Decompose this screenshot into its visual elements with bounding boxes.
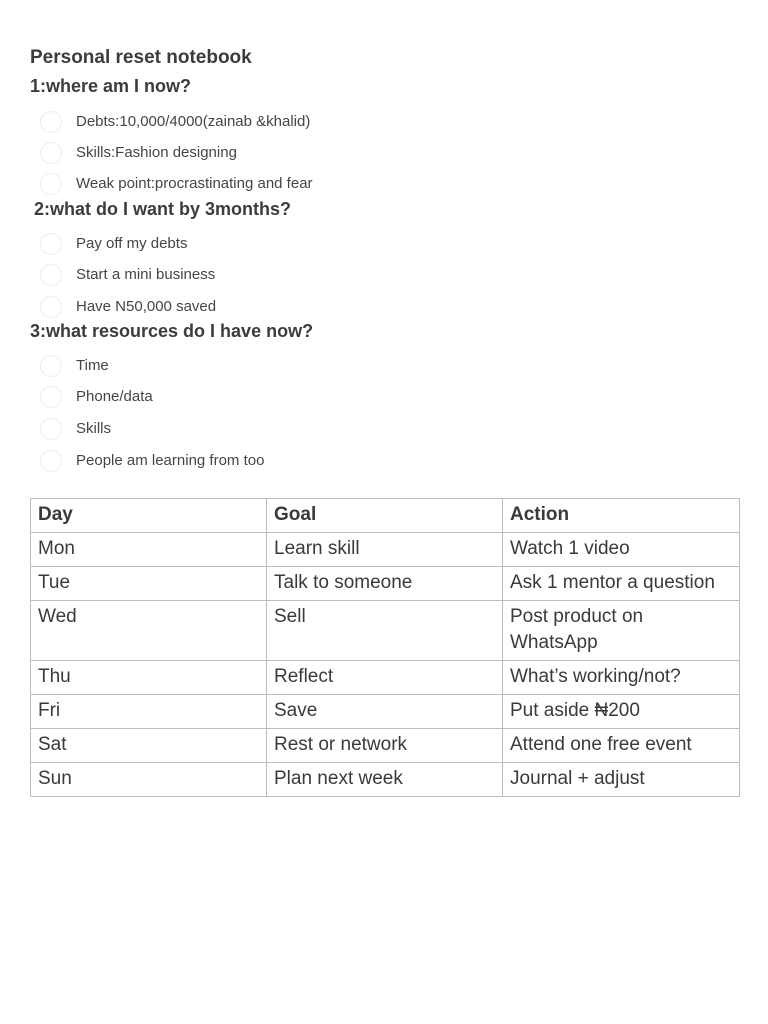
table-cell-goal[interactable]: Save (267, 695, 503, 729)
table-cell-action[interactable]: Journal + adjust (503, 763, 740, 797)
checklist-item-text: Debts:10,000/4000(zainab &khalid) (76, 113, 311, 130)
table-cell-action[interactable]: What’s working/not? (503, 661, 740, 695)
column-header-goal: Goal (267, 499, 503, 533)
table-row (31, 601, 740, 661)
table-cell-action[interactable]: Ask 1 mentor a question (503, 567, 740, 601)
table-cell-day[interactable]: Tue (31, 567, 267, 601)
table-row (31, 533, 740, 567)
checklist-item-text: Start a mini business (76, 266, 216, 283)
column-header-day: Day (31, 499, 267, 533)
table-cell-action[interactable]: Put aside ₦200 (503, 695, 740, 729)
checkbox-circle-icon[interactable] (40, 233, 62, 255)
table-cell-day[interactable]: Sun (31, 763, 267, 797)
checklist-item-text: Have N50,000 saved (76, 298, 217, 315)
table-cell-day[interactable]: Wed (31, 601, 267, 661)
table-cell-day[interactable]: Fri (31, 695, 267, 729)
table-row (31, 695, 740, 729)
table-cell-goal[interactable]: Sell (267, 601, 503, 661)
table-header-row (31, 499, 740, 533)
checklist-item-text: Time (76, 357, 109, 374)
checklist-item[interactable] (40, 295, 217, 319)
checkbox-circle-icon[interactable] (40, 173, 62, 195)
checklist-item[interactable] (40, 172, 313, 196)
table-cell-goal[interactable]: Talk to someone (267, 567, 503, 601)
column-header-action: Action (503, 499, 740, 533)
table-cell-action[interactable]: Watch 1 video (503, 533, 740, 567)
weekly-plan-table (30, 498, 740, 797)
checklist-item-text: Weak point:procrastinating and fear (76, 175, 313, 192)
section-heading: 2:what do I want by 3months? (34, 199, 292, 219)
checkbox-circle-icon[interactable] (40, 264, 62, 286)
table-cell-day[interactable]: Thu (31, 661, 267, 695)
checkbox-circle-icon[interactable] (40, 355, 62, 377)
checklist-item[interactable] (40, 232, 188, 256)
table-cell-action[interactable]: Attend one free event (503, 729, 740, 763)
table-row (31, 661, 740, 695)
checkbox-circle-icon[interactable] (40, 386, 62, 408)
table-cell-goal[interactable]: Plan next week (267, 763, 503, 797)
section-heading: 1:where am I now? (30, 76, 192, 96)
checklist-item[interactable] (40, 385, 153, 409)
checkbox-circle-icon[interactable] (40, 111, 62, 133)
checkbox-circle-icon[interactable] (40, 142, 62, 164)
table-cell-day[interactable]: Mon (31, 533, 267, 567)
table-cell-day[interactable]: Sat (31, 729, 267, 763)
checklist-item[interactable] (40, 110, 311, 134)
checklist-item[interactable] (40, 141, 237, 165)
page-title: Personal reset notebook (30, 47, 252, 68)
checklist-item[interactable] (40, 449, 265, 473)
section-heading: 3:what resources do I have now? (30, 321, 314, 341)
checkbox-circle-icon[interactable] (40, 296, 62, 318)
checklist-item[interactable] (40, 417, 112, 441)
checkbox-circle-icon[interactable] (40, 450, 62, 472)
table-cell-goal[interactable]: Learn skill (267, 533, 503, 567)
checklist-item-text: Pay off my debts (76, 235, 188, 252)
table-cell-goal[interactable]: Reflect (267, 661, 503, 695)
table-row (31, 729, 740, 763)
table-cell-action[interactable]: Post product on WhatsApp (503, 601, 740, 661)
checklist-item[interactable] (40, 354, 109, 378)
checklist-item-text: Skills:Fashion designing (76, 144, 237, 161)
checkbox-circle-icon[interactable] (40, 418, 62, 440)
checklist-item-text: Phone/data (76, 388, 153, 405)
table-row (31, 763, 740, 797)
checklist-item[interactable] (40, 263, 216, 287)
table-row (31, 567, 740, 601)
checklist-item-text: Skills (76, 420, 112, 437)
checklist-item-text: People am learning from too (76, 452, 265, 469)
table-cell-goal[interactable]: Rest or network (267, 729, 503, 763)
